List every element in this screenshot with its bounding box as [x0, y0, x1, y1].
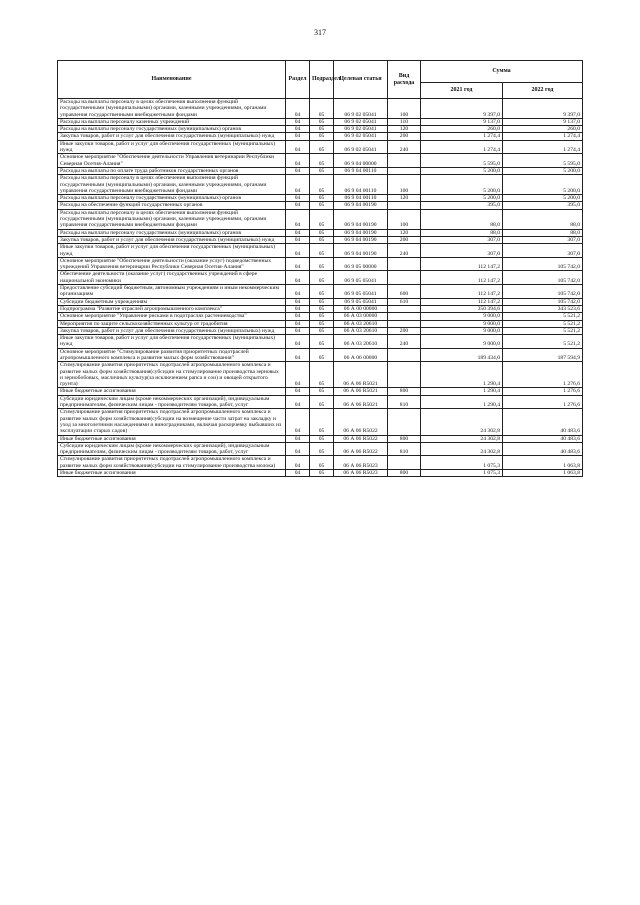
budget-table [57, 60, 583, 477]
cell-name: Стимулирование развития приоритетных подотраслей агропромышленного комплекса и развитие малых форм хозяйствования(субсидии на возмещение части затрат на закладку и уход за многолетними насаждениями и виноградниками, включая раскорчевку выбывших из эксплуатации старых садов) [58, 409, 286, 435]
cell-sum-2022: 1 063,8 [503, 456, 583, 470]
table-row [58, 229, 583, 236]
cell-target-article: 06 9 05 05041 [334, 271, 388, 285]
cell-razdel: 04 [286, 327, 310, 334]
header-podrazdel: Подраздел [310, 61, 334, 99]
cell-podrazdel: 05 [310, 175, 334, 195]
cell-target-article: 06 9 05 05041 [334, 285, 388, 299]
cell-name: Расходы на выплаты персоналу в целях обеспечения выполнения функций государственными (муниципальными) органами, казенными учреждениями, органами управления государственными внебюджетными фондами [58, 99, 286, 119]
cell-name: Закупка товаров, работ и услуг для обеспечения государственных (муниципальных) нужд [58, 327, 286, 334]
cell-razdel: 04 [286, 154, 310, 168]
cell-sum-2022: 105 742,0 [503, 285, 583, 299]
cell-sum-2022: 5 200,0 [503, 175, 583, 195]
cell-podrazdel: 05 [310, 362, 334, 388]
table-row [58, 236, 583, 243]
cell-target-article: 06 А 06 R5022 [334, 442, 388, 456]
cell-target-article: 06 9 05 05041 [334, 298, 388, 305]
table-row [58, 442, 583, 456]
cell-podrazdel: 05 [310, 118, 334, 125]
table-row [58, 335, 583, 349]
cell-target-article: 06 9 04 00110 [334, 175, 388, 195]
cell-expense-type: 120 [388, 126, 421, 133]
cell-podrazdel: 05 [310, 320, 334, 327]
cell-podrazdel: 05 [310, 395, 334, 409]
cell-sum-2022: 105 742,0 [503, 271, 583, 285]
cell-razdel: 04 [286, 362, 310, 388]
cell-razdel: 04 [286, 209, 310, 229]
cell-name: Закупка товаров, работ и услуг для обеспечения государственных (муниципальных) нужд [58, 236, 286, 243]
cell-podrazdel: 05 [310, 99, 334, 119]
cell-name: Иные закупки товаров, работ и услуг для обеспечения государственных (муниципальных) нужд [58, 244, 286, 258]
cell-sum-2022: 343 523,6 [503, 305, 583, 312]
cell-sum-2022: 5 200,0 [503, 167, 583, 174]
cell-expense-type [388, 456, 421, 470]
cell-podrazdel: 05 [310, 435, 334, 442]
table-row [58, 154, 583, 168]
cell-podrazdel: 05 [310, 388, 334, 395]
cell-target-article: 06 А 06 R5023 [334, 456, 388, 470]
cell-name: Расходы на выплаты персоналу государственных (муниципальных) органов [58, 229, 286, 236]
cell-target-article: 06 А 06 R5021 [334, 395, 388, 409]
cell-razdel: 04 [286, 202, 310, 209]
cell-sum-2021: 9 000,0 [421, 335, 503, 349]
cell-sum-2022: 9 137,0 [503, 118, 583, 125]
cell-sum-2021: 395,0 [421, 202, 503, 209]
table-row [58, 327, 583, 334]
cell-name: Иные бюджетные ассигнования [58, 388, 286, 395]
cell-target-article: 06 А 06 R5021 [334, 362, 388, 388]
cell-expense-type [388, 257, 421, 271]
cell-sum-2022: 40 483,6 [503, 442, 583, 456]
cell-sum-2021: 112 147,2 [421, 271, 503, 285]
cell-name: Иные закупки товаров, работ и услуг для обеспечения государственных (муниципальных) нужд [58, 140, 286, 154]
cell-sum-2022: 1 276,6 [503, 388, 583, 395]
cell-podrazdel: 05 [310, 244, 334, 258]
cell-sum-2021: 112 147,2 [421, 257, 503, 271]
cell-target-article: 06 А 06 R5022 [334, 435, 388, 442]
table-header [58, 61, 583, 99]
cell-sum-2022: 5 595,0 [503, 154, 583, 168]
header-razdel: Раздел [286, 61, 310, 99]
table-row [58, 313, 583, 320]
cell-podrazdel: 05 [310, 167, 334, 174]
cell-sum-2022: 5 521,2 [503, 327, 583, 334]
cell-podrazdel: 05 [310, 140, 334, 154]
cell-sum-2021: 112 147,2 [421, 285, 503, 299]
cell-name: Субсидии юридическим лицам (кроме некоммерческих организаций), индивидуальным предпринимателям, физическим лицам - производителям товаров, работ, услуг [58, 395, 286, 409]
cell-expense-type: 610 [388, 298, 421, 305]
cell-expense-type: 120 [388, 195, 421, 202]
cell-sum-2022: 5 521,2 [503, 313, 583, 320]
cell-name: Основное мероприятие "Обеспечение деятельности (оказание услуг) подведомственных учреждений Управления ветеринарии Республики Северная Осетия-Алания" [58, 257, 286, 271]
cell-razdel: 04 [286, 133, 310, 140]
cell-sum-2021: 9 000,0 [421, 313, 503, 320]
table-row [58, 244, 583, 258]
cell-sum-2022: 5 200,0 [503, 195, 583, 202]
cell-razdel: 04 [286, 388, 310, 395]
cell-target-article: 06 А 03 20610 [334, 327, 388, 334]
cell-target-article: 06 9 04 00110 [334, 167, 388, 174]
cell-razdel: 04 [286, 442, 310, 456]
cell-name: Субсидии бюджетным учреждениям [58, 298, 286, 305]
table-row [58, 320, 583, 327]
cell-sum-2021: 5 200,0 [421, 167, 503, 174]
cell-expense-type [388, 271, 421, 285]
cell-target-article: 06 А 00 00000 [334, 305, 388, 312]
cell-podrazdel: 05 [310, 209, 334, 229]
cell-sum-2022: 5 521,2 [503, 335, 583, 349]
cell-podrazdel: 05 [310, 313, 334, 320]
header-target-article: Целевая статья [334, 61, 388, 99]
cell-target-article: 06 А 06 R5023 [334, 470, 388, 477]
cell-sum-2021: 9 000,0 [421, 320, 503, 327]
cell-sum-2021: 88,0 [421, 209, 503, 229]
cell-expense-type: 100 [388, 99, 421, 119]
cell-target-article: 06 9 04 00110 [334, 195, 388, 202]
table-row [58, 195, 583, 202]
cell-expense-type: 240 [388, 335, 421, 349]
cell-expense-type: 110 [388, 118, 421, 125]
header-name: Наименование [58, 61, 286, 99]
cell-expense-type [388, 167, 421, 174]
cell-podrazdel: 05 [310, 335, 334, 349]
cell-sum-2022: 307,0 [503, 236, 583, 243]
cell-podrazdel: 05 [310, 456, 334, 470]
cell-razdel: 04 [286, 313, 310, 320]
cell-name: Стимулирование развития приоритетных подотраслей агропромышленного комплекса и развитие малых форм хозяйствования(субсидии на стимулирование производства молока) [58, 456, 286, 470]
cell-name: Обеспечение деятельности (оказание услуг) государственных учреждений в сфере национальной экономики [58, 271, 286, 285]
cell-sum-2022: 88,0 [503, 209, 583, 229]
cell-podrazdel: 05 [310, 298, 334, 305]
cell-expense-type: 600 [388, 285, 421, 299]
table-row [58, 175, 583, 195]
cell-sum-2022: 40 483,6 [503, 409, 583, 435]
cell-expense-type: 100 [388, 175, 421, 195]
cell-name: Расходы на выплаты персоналу государственных (муниципальных) органов [58, 126, 286, 133]
cell-name: Субсидии юридическим лицам (кроме некоммерческих организаций), индивидуальным предпринимателям, физическим лицам - производителям товаров, работ, услуг [58, 442, 286, 456]
cell-razdel: 04 [286, 167, 310, 174]
cell-sum-2021: 307,0 [421, 244, 503, 258]
table-row [58, 388, 583, 395]
cell-podrazdel: 05 [310, 202, 334, 209]
table-row [58, 209, 583, 229]
cell-sum-2021: 9 137,0 [421, 118, 503, 125]
cell-target-article: 06 9 02 05041 [334, 133, 388, 140]
cell-sum-2022: 105 742,0 [503, 298, 583, 305]
cell-expense-type: 800 [388, 388, 421, 395]
cell-sum-2021: 24 302,8 [421, 442, 503, 456]
cell-razdel: 04 [286, 118, 310, 125]
cell-name: Закупка товаров, работ и услуг для обеспечения государственных (муниципальных) нужд [58, 133, 286, 140]
cell-expense-type [388, 362, 421, 388]
table-row [58, 202, 583, 209]
table-row [58, 126, 583, 133]
cell-sum-2022: 105 742,0 [503, 257, 583, 271]
cell-target-article: 06 А 03 20610 [334, 335, 388, 349]
cell-name: Стимулирование развития приоритетных подотраслей агропромышленного комплекса и развитие малых форм хозяйствования(субсидии на стимулирование производства зерновых и зернобобовых, масличных культур(за исключением рапса и сои) и овощей открытого грунта) [58, 362, 286, 388]
cell-podrazdel: 05 [310, 327, 334, 334]
header-expense-type: Вид расхода [388, 61, 421, 99]
table-row [58, 435, 583, 442]
cell-sum-2021: 189 434,0 [421, 348, 503, 362]
cell-razdel: 04 [286, 470, 310, 477]
cell-name: Подпрограмма "Развитие отраслей агропромышленного комплекса" [58, 305, 286, 312]
cell-name: Расходы на обеспечение функций государственных органов [58, 202, 286, 209]
cell-razdel: 04 [286, 271, 310, 285]
table-body [58, 99, 583, 477]
cell-razdel: 04 [286, 320, 310, 327]
header-year-2021: 2021 год [421, 83, 503, 99]
cell-target-article: 06 А 06 R5021 [334, 388, 388, 395]
table-row [58, 348, 583, 362]
cell-name: Основное мероприятие "Стимулирование развития приоритетных подотраслей агропромышленного комплекса и развитие малых форм хозяйствования" [58, 348, 286, 362]
cell-target-article: 06 9 04 00190 [334, 236, 388, 243]
header-sum: Сумма [421, 61, 583, 83]
cell-expense-type: 810 [388, 395, 421, 409]
cell-podrazdel: 05 [310, 236, 334, 243]
cell-name: Иные бюджетные ассигнования [58, 435, 286, 442]
table-row [58, 409, 583, 435]
cell-sum-2021: 1 290,4 [421, 362, 503, 388]
cell-name: Основное мероприятие "Управление рисками в подотраслях растениеводства" [58, 313, 286, 320]
cell-podrazdel: 05 [310, 257, 334, 271]
cell-podrazdel: 05 [310, 470, 334, 477]
cell-name: Расходы на выплаты по оплате труда работников государственных органов [58, 167, 286, 174]
cell-expense-type: 100 [388, 209, 421, 229]
cell-expense-type: 240 [388, 140, 421, 154]
cell-target-article: 06 А 03 00000 [334, 313, 388, 320]
cell-sum-2021: 88,0 [421, 229, 503, 236]
cell-sum-2022: 260,0 [503, 126, 583, 133]
cell-podrazdel: 05 [310, 409, 334, 435]
cell-sum-2021: 260,0 [421, 126, 503, 133]
cell-sum-2021: 1 290,4 [421, 395, 503, 409]
table-row [58, 118, 583, 125]
cell-sum-2021: 9 397,0 [421, 99, 503, 119]
cell-expense-type [388, 202, 421, 209]
cell-sum-2022: 307,0 [503, 244, 583, 258]
table-row [58, 99, 583, 119]
cell-target-article: 06 А 06 R5022 [334, 409, 388, 435]
table-row [58, 395, 583, 409]
cell-razdel: 04 [286, 244, 310, 258]
cell-expense-type [388, 348, 421, 362]
table-row [58, 257, 583, 271]
cell-podrazdel: 05 [310, 285, 334, 299]
cell-razdel: 04 [286, 348, 310, 362]
cell-target-article: 06 9 05 00000 [334, 257, 388, 271]
cell-sum-2021: 5 595,0 [421, 154, 503, 168]
cell-target-article: 06 9 04 00190 [334, 209, 388, 229]
cell-razdel: 04 [286, 175, 310, 195]
cell-sum-2021: 1 075,3 [421, 470, 503, 477]
cell-podrazdel: 05 [310, 442, 334, 456]
cell-razdel: 04 [286, 409, 310, 435]
cell-razdel: 04 [286, 335, 310, 349]
table-row [58, 456, 583, 470]
cell-expense-type [388, 320, 421, 327]
table-row [58, 470, 583, 477]
cell-expense-type: 200 [388, 133, 421, 140]
cell-podrazdel: 05 [310, 154, 334, 168]
cell-name: Расходы на выплаты персоналу в целях обеспечения выполнения функций государственными (муниципальными) органами, казенными учреждениями, органами управления государственными внебюджетными фондами [58, 209, 286, 229]
cell-name: Основное мероприятие "Обеспечение деятельности Управления ветеринарии Республики Северная Осетия-Алания" [58, 154, 286, 168]
cell-expense-type [388, 154, 421, 168]
cell-sum-2021: 5 200,0 [421, 195, 503, 202]
cell-name: Мероприятия по защите сельскохозяйственных культур от градобития [58, 320, 286, 327]
cell-sum-2021: 1 075,3 [421, 456, 503, 470]
cell-sum-2021: 1 274,4 [421, 133, 503, 140]
table-row [58, 271, 583, 285]
page-number: 317 [314, 28, 326, 37]
cell-razdel: 04 [286, 140, 310, 154]
table-row [58, 140, 583, 154]
cell-sum-2022: 187 594,9 [503, 348, 583, 362]
cell-sum-2022: 1 063,8 [503, 470, 583, 477]
cell-sum-2021: 112 147,2 [421, 298, 503, 305]
cell-podrazdel: 05 [310, 126, 334, 133]
cell-target-article: 06 9 02 05041 [334, 126, 388, 133]
cell-sum-2021: 9 000,0 [421, 327, 503, 334]
cell-target-article: 06 А 03 20610 [334, 320, 388, 327]
cell-expense-type: 800 [388, 470, 421, 477]
cell-razdel: 04 [286, 298, 310, 305]
cell-sum-2021: 307,0 [421, 236, 503, 243]
cell-sum-2021: 350 394,6 [421, 305, 503, 312]
cell-name: Расходы на выплаты персоналу казенных учреждений [58, 118, 286, 125]
cell-target-article: 06 9 04 00000 [334, 154, 388, 168]
cell-podrazdel: 05 [310, 195, 334, 202]
cell-expense-type: 810 [388, 442, 421, 456]
cell-sum-2022: 1 276,6 [503, 362, 583, 388]
cell-razdel: 04 [286, 305, 310, 312]
cell-sum-2021: 5 200,0 [421, 175, 503, 195]
cell-razdel: 04 [286, 285, 310, 299]
cell-sum-2022: 88,0 [503, 229, 583, 236]
cell-target-article: 06 9 02 05041 [334, 118, 388, 125]
cell-expense-type [388, 409, 421, 435]
cell-podrazdel: 05 [310, 305, 334, 312]
cell-target-article: 06 9 04 00190 [334, 202, 388, 209]
table-row [58, 305, 583, 312]
cell-sum-2021: 1 290,4 [421, 388, 503, 395]
cell-expense-type [388, 313, 421, 320]
table-row [58, 133, 583, 140]
cell-target-article: 06 9 04 00190 [334, 244, 388, 258]
cell-target-article: 06 9 02 05041 [334, 140, 388, 154]
cell-sum-2021: 1 274,4 [421, 140, 503, 154]
cell-sum-2021: 24 302,8 [421, 409, 503, 435]
cell-name: Расходы на выплаты персоналу государственных (муниципальных) органов [58, 195, 286, 202]
cell-expense-type: 120 [388, 229, 421, 236]
table-row [58, 298, 583, 305]
cell-sum-2022: 1 276,6 [503, 395, 583, 409]
cell-razdel: 04 [286, 257, 310, 271]
table-row [58, 362, 583, 388]
cell-sum-2022: 5 521,2 [503, 320, 583, 327]
cell-name: Расходы на выплаты персоналу в целях обеспечения выполнения функций государственными (муниципальными) органами, казенными учреждениями, органами управления государственными внебюджетными фондами [58, 175, 286, 195]
cell-podrazdel: 05 [310, 229, 334, 236]
cell-razdel: 04 [286, 229, 310, 236]
cell-expense-type: 800 [388, 435, 421, 442]
cell-razdel: 04 [286, 435, 310, 442]
cell-razdel: 04 [286, 99, 310, 119]
cell-target-article: 06 А 06 00000 [334, 348, 388, 362]
cell-expense-type [388, 305, 421, 312]
cell-sum-2022: 1 274,4 [503, 133, 583, 140]
cell-sum-2021: 24 302,8 [421, 435, 503, 442]
cell-razdel: 04 [286, 395, 310, 409]
cell-razdel: 04 [286, 456, 310, 470]
cell-target-article: 06 9 02 05041 [334, 99, 388, 119]
cell-podrazdel: 05 [310, 271, 334, 285]
table-row [58, 285, 583, 299]
cell-expense-type: 240 [388, 244, 421, 258]
cell-name: Предоставление субсидий бюджетным, автономным учреждениям и иным некоммерческим организациям [58, 285, 286, 299]
header-year-2022: 2022 год [503, 83, 583, 99]
cell-podrazdel: 05 [310, 348, 334, 362]
cell-sum-2022: 40 483,6 [503, 435, 583, 442]
cell-sum-2022: 9 397,0 [503, 99, 583, 119]
cell-expense-type: 200 [388, 236, 421, 243]
cell-razdel: 04 [286, 236, 310, 243]
cell-name: Иные бюджетные ассигнования [58, 470, 286, 477]
cell-expense-type: 200 [388, 327, 421, 334]
cell-sum-2022: 1 274,4 [503, 140, 583, 154]
cell-target-article: 06 9 04 00190 [334, 229, 388, 236]
cell-podrazdel: 05 [310, 133, 334, 140]
table-row [58, 167, 583, 174]
cell-razdel: 04 [286, 126, 310, 133]
cell-razdel: 04 [286, 195, 310, 202]
cell-name: Иные закупки товаров, работ и услуг для обеспечения государственных (муниципальных) нужд [58, 335, 286, 349]
cell-sum-2022: 395,0 [503, 202, 583, 209]
